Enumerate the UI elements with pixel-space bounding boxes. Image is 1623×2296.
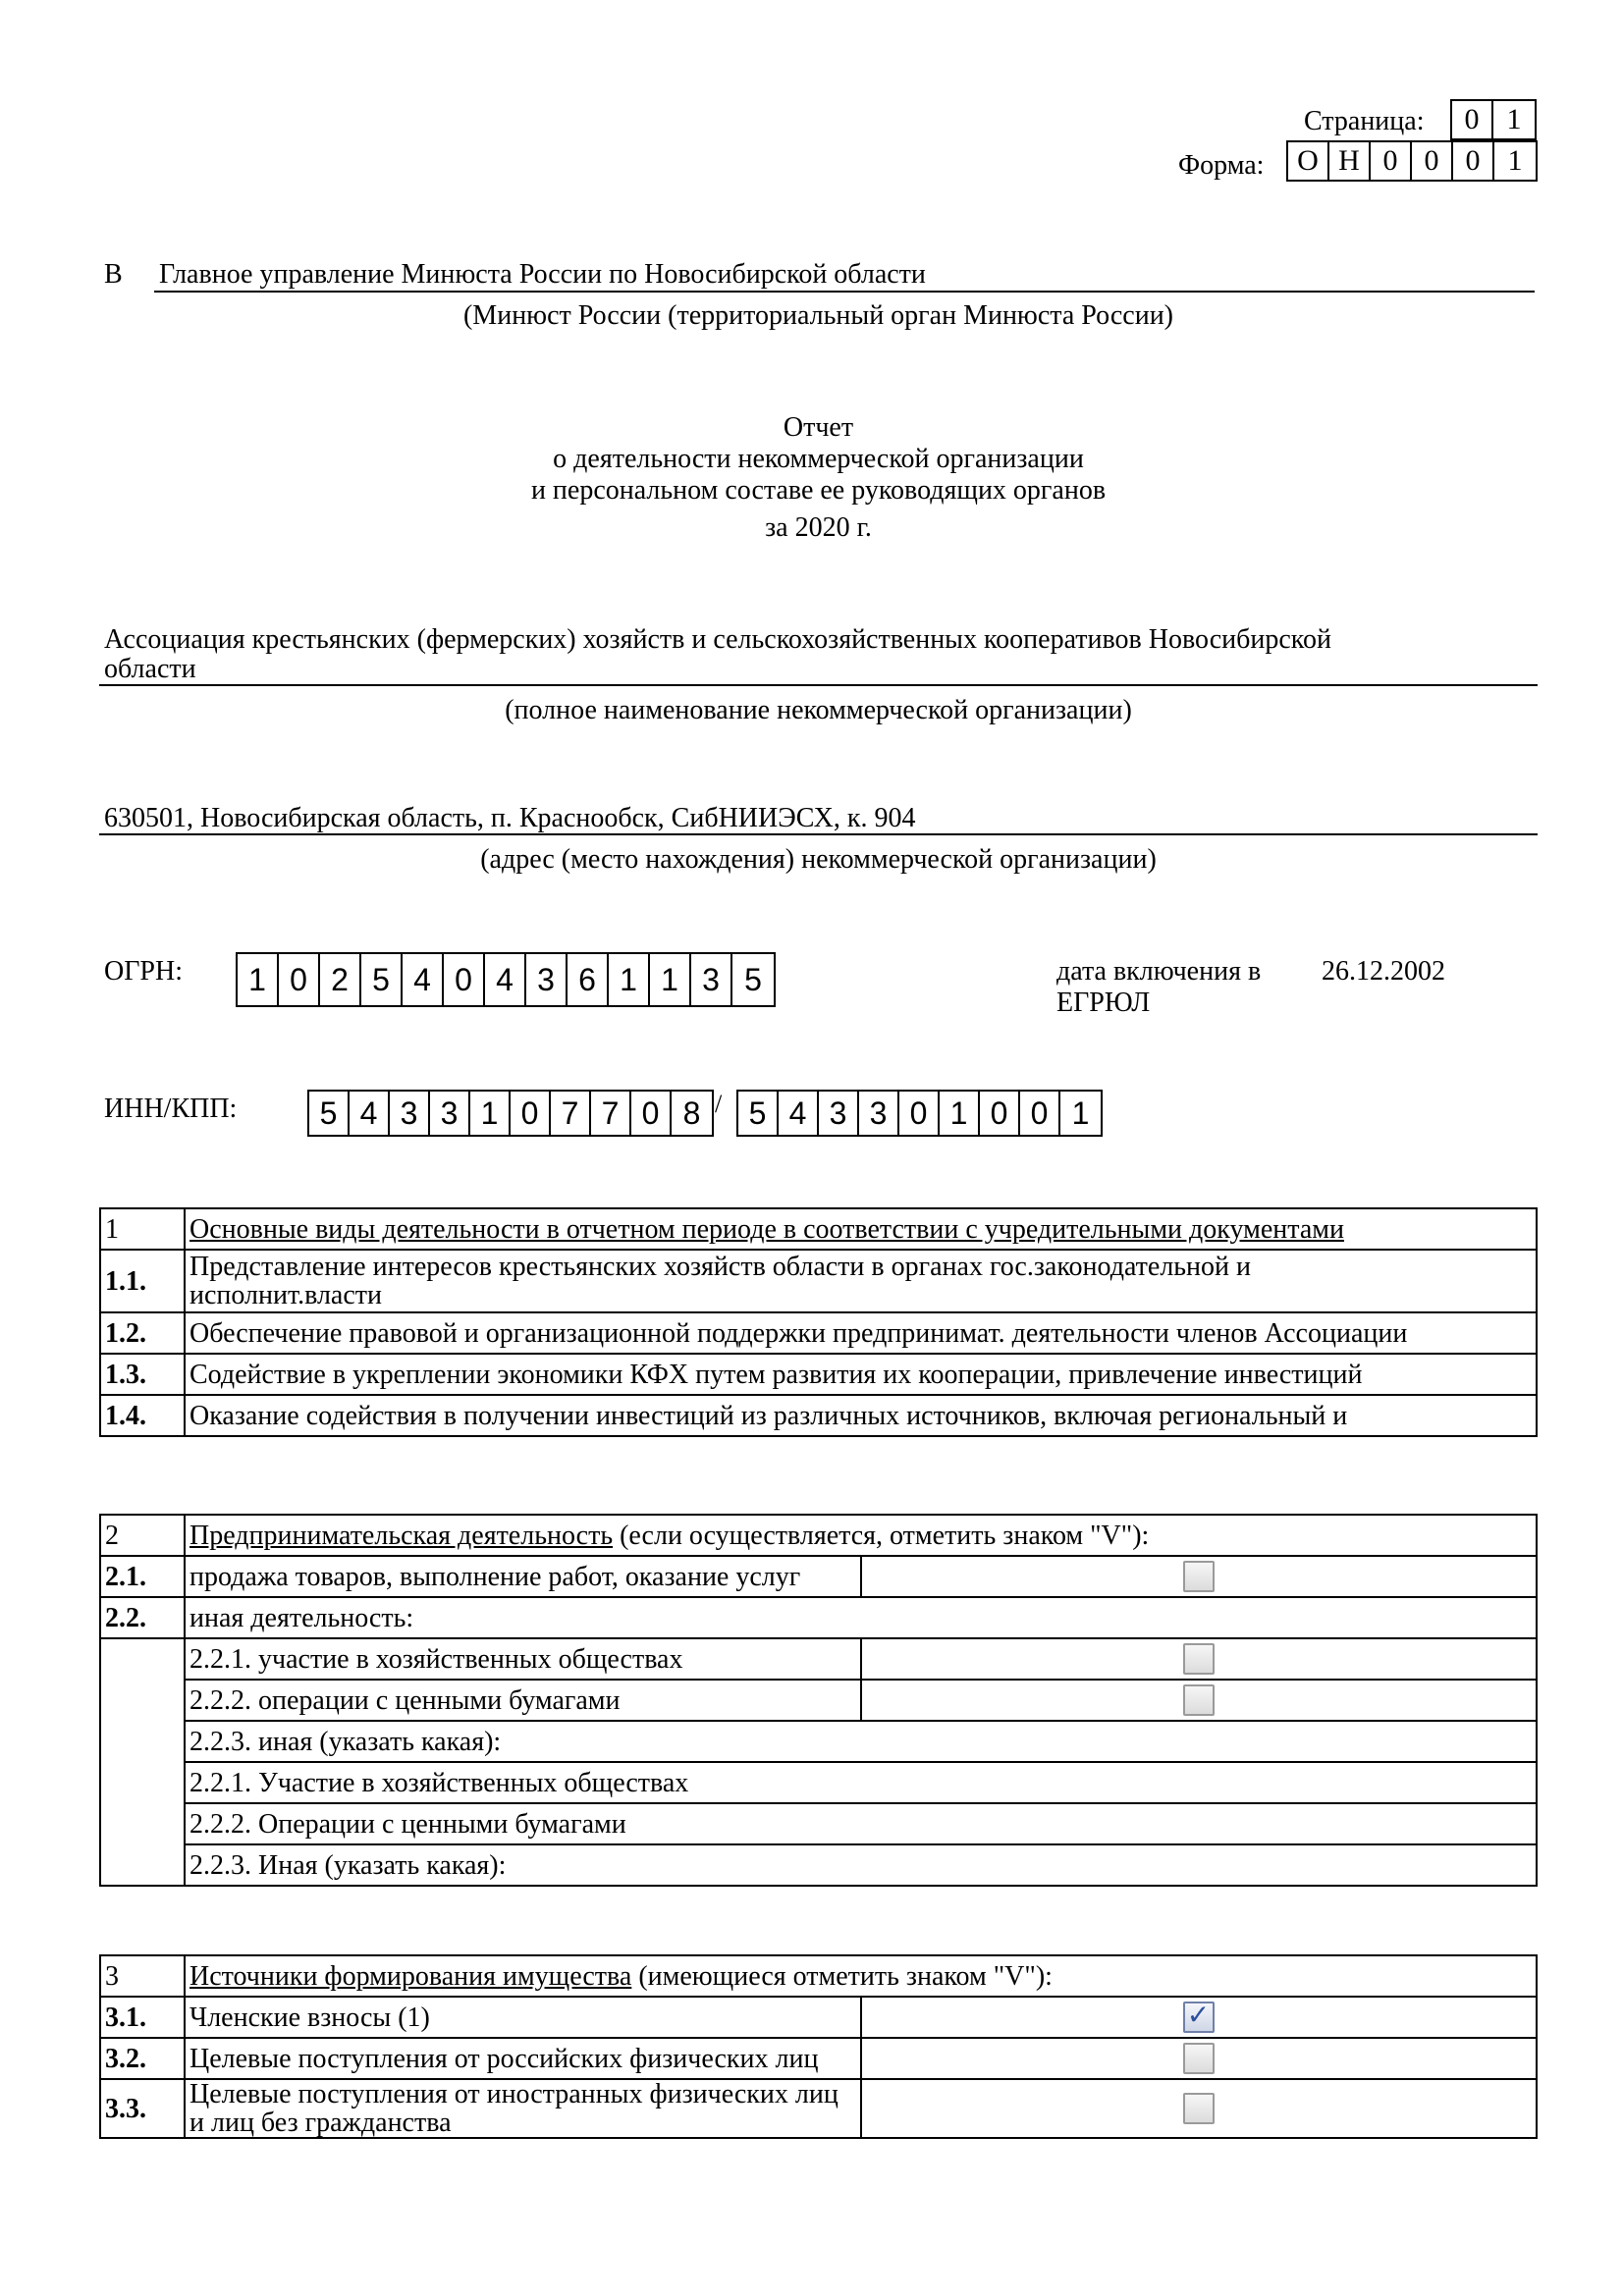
row-text: 2.2.2. Операции с ценными бумагами [185,1803,1537,1844]
ogrn-digit: 3 [691,954,732,1005]
kpp-digit: 0 [899,1092,940,1135]
row-text-line: исполнит.власти [189,1280,382,1310]
ogrn-digit: 5 [361,954,403,1005]
table-row [100,1312,1537,1354]
table-row [100,1250,1537,1312]
ogrn-digit: 5 [744,961,762,997]
checkbox-cell [861,1680,1538,1721]
checkbox-securities[interactable] [1183,1684,1215,1716]
section1-header-row [100,1208,1537,1250]
row-number: 2.2. [100,1597,185,1638]
ogrn-digit: 1 [650,954,691,1005]
ogrn-boxes [236,952,776,1007]
egrul-label [1056,956,1261,1019]
section2-table [99,1514,1538,1887]
row-number-empty [100,1638,185,1886]
checkbox-cell [861,2038,1538,2079]
checkmark-icon: ✓ [1186,1999,1211,2032]
row-number: 3.2. [100,2038,185,2079]
row-text: Оказание содействия в получении инвестиций из различных источников, включая региональный и [185,1395,1537,1436]
form-char: 0 [1453,142,1494,180]
page-digit: 0 [1452,101,1493,138]
section1-table [99,1207,1538,1437]
inn-digit: 0 [631,1092,672,1135]
table-row [100,1721,1537,1762]
row-number: 1.2. [100,1312,185,1354]
row-text [185,1250,1537,1312]
table-row [100,1762,1537,1803]
inn-kpp-separator: / [715,1090,723,1118]
row-text: 2.2.3. Иная (указать какая): [185,1844,1537,1886]
inn-digit: 3 [430,1092,470,1135]
row-text-line: Представление интересов крестьянских хозяйств области в органах гос.законодательной и [189,1252,1252,1282]
ogrn-digit: 3 [526,954,568,1005]
checkbox-foreign-individuals[interactable] [1183,2093,1215,2124]
row-number: 2.1. [100,1556,185,1597]
report-title: Отчет [783,412,854,443]
ogrn-digit: 2 [320,954,361,1005]
section3-heading [185,1955,1537,1997]
table-row [100,1638,1537,1680]
row-number: 3.3. [100,2079,185,2138]
row-text: 2.2.1. Участие в хозяйственных обществах [185,1762,1537,1803]
table-row [100,2038,1537,2079]
table-row [100,1354,1537,1395]
section1-title: Основные виды деятельности в отчетном периоде в соответствии с учредительными документами [185,1208,1537,1250]
inn-digit: 4 [350,1092,390,1135]
ogrn-digit: 1 [238,954,279,1005]
org-name-caption: (полное наименование некоммерческой организации) [505,695,1132,725]
section3-title-note: (имеющиеся отметить знаком "V"): [631,1960,1053,1992]
row-text: Целевые поступления от российских физических лиц [185,2038,861,2079]
table-row [100,1997,1537,2038]
row-number: 1.3. [100,1354,185,1395]
inn-digit: 0 [511,1092,551,1135]
form-char: 1 [1507,144,1523,177]
row-text: иная деятельность: [185,1597,1537,1638]
checkbox-cell [861,1556,1538,1597]
recipient-caption: (Минюст России (территориальный орган Минюста России) [462,300,1174,331]
table-row [100,1844,1537,1886]
row-number: 1.4. [100,1395,185,1436]
section3-header-row [100,1955,1537,1997]
recipient-name: Главное управление Минюста России по Новосибирской области [159,259,926,290]
section2-title-note: (если осуществляется, отметить знаком "V"): [613,1520,1150,1551]
table-row [100,1680,1537,1721]
report-subtitle-1: о деятельности некоммерческой организации [553,444,1084,474]
kpp-digit: 1 [940,1092,980,1135]
recipient-prefix: В [104,259,123,290]
row-text: Содействие в укреплении экономики КФХ путем развития их кооперации, привлечение инвестиций [185,1354,1537,1395]
inn-digit: 7 [591,1092,631,1135]
org-name-line1: Ассоциация крестьянских (фермерских) хозяйств и сельскохозяйственных кооперативов Новосибирской [104,624,1331,655]
checkbox-russian-individuals[interactable] [1183,2043,1215,2074]
inn-digit: 8 [682,1095,701,1131]
kpp-digit: 3 [819,1092,859,1135]
report-subtitle-2: и персональном составе ее руководящих органов [530,475,1107,506]
egrul-label-line2: ЕГРЮЛ [1056,988,1151,1018]
inn-kpp-label: ИНН/КПП: [104,1094,238,1124]
row-text: Обеспечение правовой и организационной поддержки предпринимат. деятельности членов Ассоциации [185,1312,1537,1354]
row-text: 2.2.2. операции с ценными бумагами [185,1680,861,1721]
row-text: Членские взносы (1) [185,1997,861,2038]
row-text: 2.2.1. участие в хозяйственных обществах [185,1638,861,1680]
section2-number: 2 [100,1515,185,1556]
section3-title: Источники формирования имущества [189,1960,632,1992]
table-row [100,1395,1537,1436]
checkbox-cell [861,1997,1538,2038]
inn-boxes [307,1090,714,1137]
checkbox-business-participation[interactable] [1183,1643,1215,1675]
kpp-digit: 4 [779,1092,819,1135]
checkbox-membership-fees[interactable] [1183,1999,1215,2033]
page-label: Страница: [1304,106,1425,136]
section2-header-row [100,1515,1537,1556]
row-text: Целевые поступления от иностранных физических лиц и лиц без гражданства [185,2079,861,2138]
section1-number: 1 [100,1208,185,1250]
form-label: Форма: [1178,150,1265,181]
inn-digit: 7 [551,1092,591,1135]
form-char: 0 [1371,142,1412,180]
form-char: О [1288,142,1329,180]
egrul-date: 26.12.2002 [1322,956,1445,987]
row-number: 3.1. [100,1997,185,2038]
table-row [100,1803,1537,1844]
kpp-digit: 1 [1071,1095,1090,1131]
checkbox-cell [861,2079,1538,2138]
ogrn-digit: 0 [444,954,485,1005]
row-text: 2.2.3. иная (указать какая): [185,1721,1537,1762]
page-digit: 1 [1506,103,1522,135]
report-period: за 2020 г. [765,512,872,543]
section3-number: 3 [100,1955,185,1997]
kpp-digit: 5 [738,1092,779,1135]
kpp-digit: 0 [1020,1092,1060,1135]
section2-title: Предпринимательская деятельность [189,1520,614,1551]
ogrn-digit: 4 [485,954,526,1005]
row-number: 1.1. [100,1250,185,1312]
page-number-boxes [1450,99,1537,140]
org-address-underline [99,833,1538,835]
checkbox-cell [861,1638,1538,1680]
ogrn-label: ОГРН: [104,956,183,987]
table-row [100,2079,1537,2138]
org-address: 630501, Новосибирская область, п. Краснообск, СибНИИЭСХ, к. 904 [104,803,916,833]
org-name-line2: области [104,654,196,684]
org-address-caption: (адрес (место нахождения) некоммерческой организации) [480,844,1157,875]
org-name-underline [99,684,1538,686]
ogrn-digit: 6 [568,954,609,1005]
ogrn-digit: 4 [403,954,444,1005]
form-code-boxes [1286,140,1538,182]
table-row [100,1556,1537,1597]
inn-digit: 5 [309,1092,350,1135]
egrul-label-line1: дата включения в [1056,956,1262,987]
section3-table [99,1954,1538,2139]
row-text: продажа товаров, выполнение работ, оказание услуг [185,1556,861,1597]
kpp-digit: 3 [859,1092,899,1135]
form-char: Н [1329,142,1371,180]
inn-digit: 3 [390,1092,430,1135]
kpp-digit: 0 [980,1092,1020,1135]
checkbox-sale[interactable] [1183,1561,1215,1592]
form-char: 0 [1412,142,1453,180]
ogrn-digit: 1 [609,954,650,1005]
kpp-boxes [736,1090,1103,1137]
section2-heading [185,1515,1537,1556]
table-row [100,1597,1537,1638]
recipient-underline [154,291,1535,293]
ogrn-digit: 0 [279,954,320,1005]
inn-digit: 1 [470,1092,511,1135]
